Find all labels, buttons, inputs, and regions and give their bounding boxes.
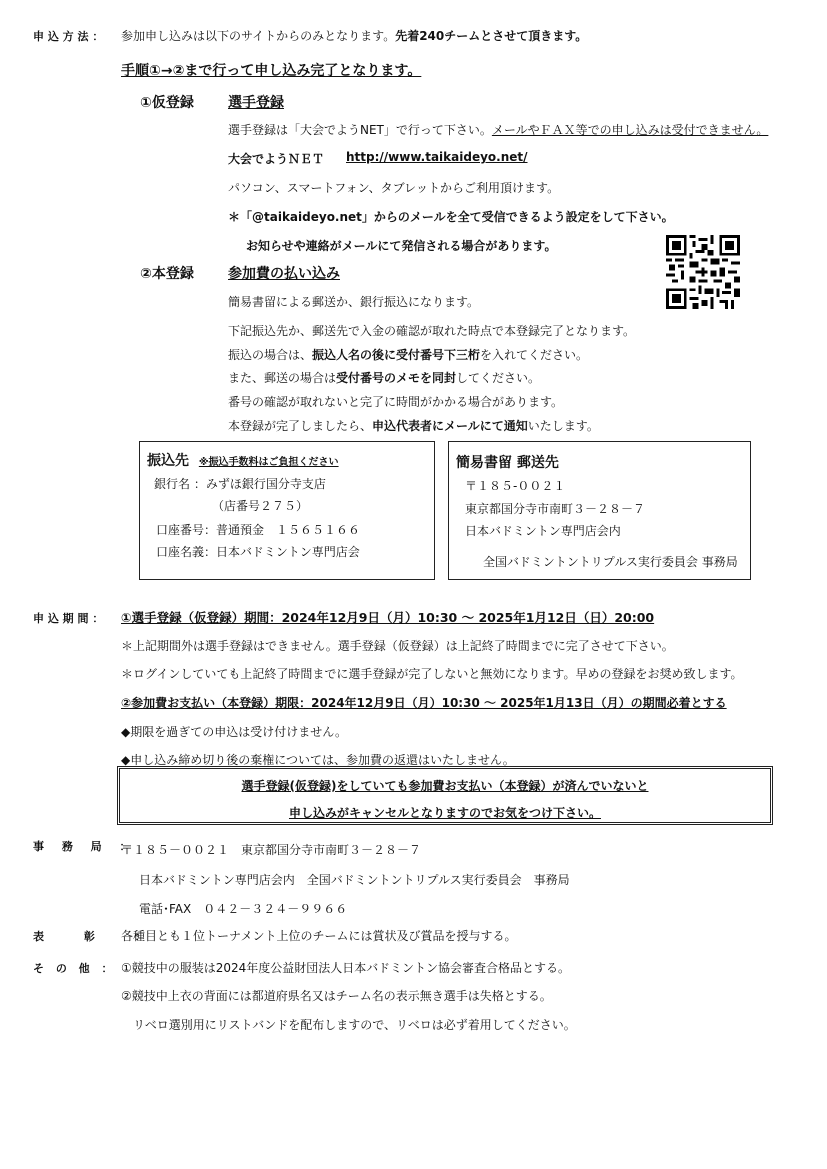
mail-setting-note: ＊「@taikaideyo.net」からのメールを全て受信できるよう設定をして下さい。: [228, 210, 674, 224]
step2-line2: 下記振込先か、郵送先で入金の確認が取れた時点で本登録完了となります。: [228, 324, 636, 338]
step1-desc-warning: メールやＦＡＸ等での申し込みは受付できません。: [491, 123, 769, 137]
mail-notice: お知らせや連絡がメールにて発信される場合があります。: [246, 239, 557, 253]
account-number: 口座番号：普通預金 １５６５１６６: [156, 523, 361, 537]
other-line-2: ②競技中上衣の背面には都道府県名又はチーム名の表示無き選手は失格とする。: [121, 989, 552, 1003]
qr-code-icon[interactable]: [666, 235, 740, 309]
fee-note: ※振込手数料はご負担ください: [198, 457, 339, 468]
mail-address: 東京都国分寺市南町３－２８－７: [465, 502, 646, 516]
branch-number: （店番号２７５）: [212, 499, 309, 513]
apply-method-limit: 先着240チームとさせて頂きます。: [395, 29, 588, 43]
step1-subtitle: 選手登録: [228, 95, 284, 111]
step2-line4-c: してください。: [456, 371, 541, 385]
step2-line6-c: いたします。: [527, 419, 599, 433]
step2-line1: 簡易書留による郵送か、銀行振込になります。: [228, 295, 480, 309]
award-label: 表 彰 ：: [33, 930, 146, 943]
steps-heading: 手順①→②まで行って申し込み完了となります。: [121, 63, 422, 79]
step2-line4-b: 受付番号のメモを同封: [336, 371, 457, 385]
step2-line6-a: 本登録が完了しましたら、: [228, 419, 373, 433]
step1-title: ①仮登録: [140, 95, 194, 111]
apply-method-text: 参加申し込みは以下のサイトからのみとなります。: [121, 29, 396, 43]
period-note-1: ＊上記期間外は選手登録はできません。選手登録（仮登録）は上記終了時間までに完了させて下さい。: [121, 639, 674, 653]
step2-title: ②本登録: [140, 266, 194, 282]
site-name: 大会でようＮＥＴ: [228, 152, 325, 166]
office-phone: 電話･FAX ０４２－３２４－９９６６: [139, 902, 348, 916]
apply-method-line: [121, 27, 587, 44]
step2-line6-b: 申込代表者にメールにて通知: [372, 419, 528, 433]
registered-mail-box: [448, 441, 751, 580]
mail-organization: 全国バドミントントリプルス実行委員会 事務局: [483, 555, 738, 569]
period-note-3: ◆期限を過ぎての申込は受け付けません。: [121, 725, 347, 739]
bank-name: 銀行名 ：みずほ銀行国分寺支店: [154, 477, 326, 491]
office-organization: 日本バドミントン専門店会内 全国バドミントントリプルス実行委員会 事務局: [139, 873, 570, 887]
step2-line3-b: 振込人名の後に受付番号下三桁: [312, 348, 481, 362]
other-line-3: リベロ選別用にリストバンドを配布しますので、リベロは必ず着用してください。: [133, 1018, 576, 1032]
step1-desc: [228, 121, 768, 138]
warning-line-2: 申し込みがキャンセルとなりますのでお気をつけ下さい。: [288, 806, 601, 820]
account-name: 口座名義：日本バドミントン専門店会: [156, 545, 360, 559]
step1-desc-text: 選手登録は「大会でようNET」で行って下さい。: [228, 123, 492, 137]
bank-box-title: 振込先: [147, 453, 189, 469]
warning-line-1: 選手登録(仮登録)をしていても参加費お支払い（本登録）が済んでいないと: [241, 779, 649, 793]
payment-period: ②参加費お支払い（本登録）期限：2024年12月9日（月）10:30 ～ 2025年1月13日（月）の期間必着とする: [121, 696, 727, 710]
mail-box-title: 簡易書留 郵送先: [456, 455, 559, 471]
bank-box-heading: [147, 450, 339, 470]
other-label: そ の 他 ：: [33, 962, 113, 975]
mail-place: 日本バドミントン専門店会内: [465, 524, 621, 538]
period-note-2: ＊ログインしていても上記終了時間までに選手登録が完了しないと無効になります。早めの登録をお奨め致します。: [121, 667, 743, 681]
step2-line6: [228, 417, 599, 434]
step2-line4-a: また、郵送の場合は: [228, 371, 337, 385]
step2-subtitle: 参加費の払い込み: [228, 266, 340, 282]
step2-line3-a: 振込の場合は、: [228, 348, 313, 362]
period-note-4: ◆申し込み締め切り後の棄権については、参加費の返還はいたしません。: [121, 753, 515, 767]
step2-line4: [228, 369, 540, 386]
bank-transfer-box: [139, 441, 435, 580]
step2-line5: 番号の確認が取れないと完了に時間がかかる場合があります。: [228, 395, 564, 409]
award-text: 各種目とも１位トーナメント上位のチームには賞状及び賞品を授与する。: [121, 929, 517, 943]
apply-method-label: 申 込 方 法 ：: [33, 30, 104, 43]
registration-period: ①選手登録（仮登録）期間：2024年12月9日（月）10:30 ～ 2025年1月12日（日）20:00: [121, 610, 655, 625]
cancellation-warning-box: [117, 766, 773, 825]
other-line-1: ①競技中の服装は2024年度公益財団法人日本バドミントン協会審査合格品とする。: [121, 961, 571, 975]
site-url-link[interactable]: http://www.taikaideyo.net/: [346, 150, 528, 164]
step2-line3: [228, 346, 588, 363]
period-label: 申 込 期 間 ：: [33, 612, 104, 625]
step2-line3-c: を入れてください。: [480, 348, 589, 362]
devices-note: パソコン、スマートフォン、タブレットからご利用頂けます。: [228, 181, 560, 195]
office-address: 〒１８５－００２１ 東京都国分寺市南町３－２８－７: [121, 843, 422, 857]
mail-postal-code: 〒１８５-００２１: [465, 479, 566, 493]
office-label: 事 務 局 ：: [33, 840, 131, 853]
